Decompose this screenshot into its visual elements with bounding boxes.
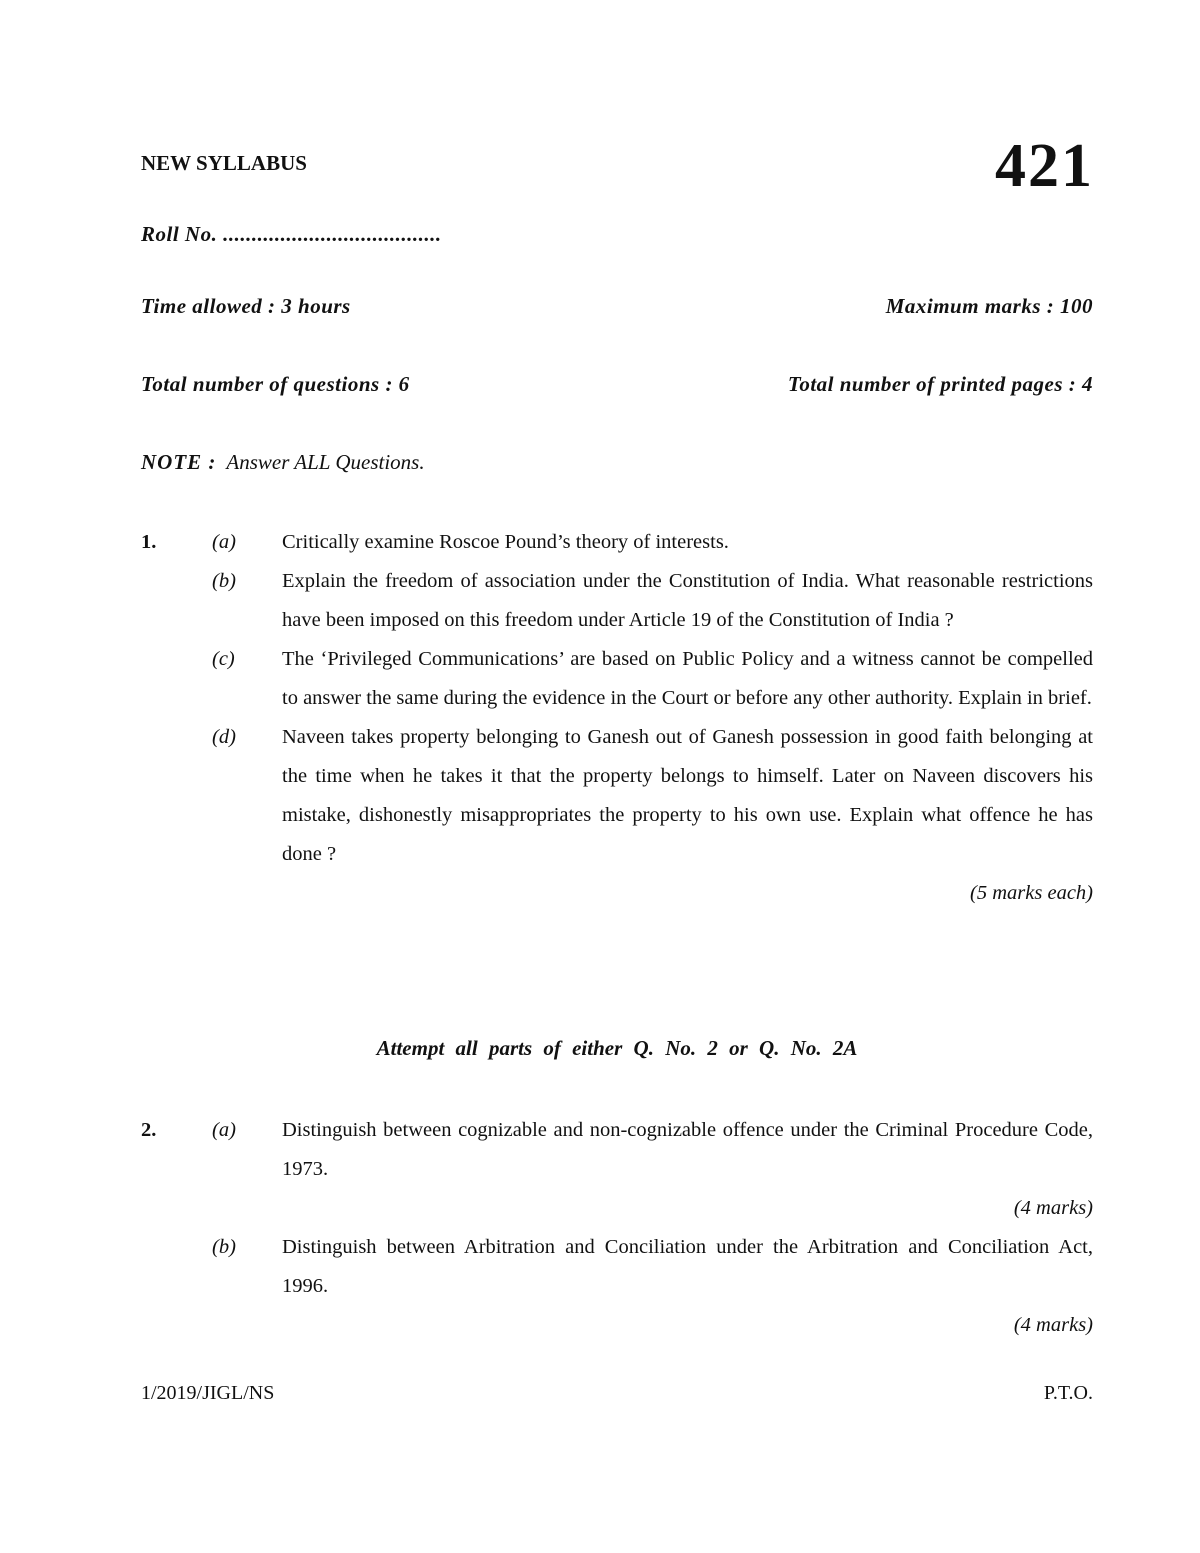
total-pages: Total number of printed pages : 4 bbox=[787, 372, 1093, 396]
note-label: NOTE : bbox=[141, 450, 217, 474]
note-text: Answer ALL Questions. bbox=[226, 450, 425, 474]
paper-code: 421 bbox=[995, 132, 1094, 200]
part-label: (c) bbox=[212, 648, 235, 670]
syllabus-label: NEW SYLLABUS bbox=[141, 151, 307, 175]
part-label: (b) bbox=[212, 1236, 236, 1258]
part-text: Explain the freedom of association under the Constitution of India. What reasonable restrictions have been imposed on this freedom under Article 19 of the Constitution of India ? bbox=[282, 570, 1093, 631]
total-questions: Total number of questions : 6 bbox=[141, 372, 410, 396]
questions-pages-row bbox=[141, 372, 1093, 397]
part-label: (a) bbox=[212, 531, 236, 553]
maximum-marks: Maximum marks : 100 bbox=[885, 294, 1093, 318]
time-marks-row bbox=[141, 294, 1093, 319]
question-1 bbox=[141, 523, 1093, 913]
note bbox=[141, 450, 425, 475]
part-text: Critically examine Roscoe Pound’s theory of interests. bbox=[282, 531, 729, 553]
section-instruction: Attempt all parts of either Q. No. 2 or Q. No. 2A bbox=[376, 1036, 858, 1060]
footer-pto: P.T.O. bbox=[1043, 1382, 1093, 1404]
question-part bbox=[141, 562, 1093, 640]
part-text: Distinguish between cognizable and non-cognizable offence under the Criminal Procedure Code, 1973. bbox=[282, 1119, 1093, 1180]
roll-number-line: Roll No. ...................................... bbox=[141, 222, 442, 246]
marks-note: (4 marks) bbox=[1013, 1197, 1093, 1219]
part-text: Distinguish between Arbitration and Conciliation under the Arbitration and Conciliation Act, 1996. bbox=[282, 1236, 1093, 1297]
question-2 bbox=[141, 1111, 1093, 1345]
question-number: 1. bbox=[141, 531, 157, 553]
part-text: Naveen takes property belonging to Ganesh out of Ganesh possession in good faith belonging at the time when he takes it that the property belongs to himself. Later on Naveen discovers his mistake, dishonestly misappropriates the property to his own use. Explain what offence he has done ? bbox=[282, 726, 1093, 865]
footer-code: 1/2019/JIGL/NS bbox=[141, 1382, 275, 1404]
marks-note: (5 marks each) bbox=[970, 882, 1093, 904]
part-label: (a) bbox=[212, 1119, 236, 1141]
marks-note: (4 marks) bbox=[1013, 1314, 1093, 1336]
question-part bbox=[141, 1228, 1093, 1306]
question-part bbox=[141, 718, 1093, 874]
time-allowed: Time allowed : 3 hours bbox=[141, 294, 351, 318]
question-part bbox=[141, 640, 1093, 718]
part-label: (d) bbox=[212, 726, 236, 748]
question-number: 2. bbox=[141, 1119, 157, 1141]
question-part bbox=[141, 1111, 1093, 1189]
part-text: The ‘Privileged Communications’ are based on Public Policy and a witness cannot be compelled to answer the same during the evidence in the Court or before any other authority. Explain in brief. bbox=[282, 648, 1093, 709]
part-label: (b) bbox=[212, 570, 236, 592]
question-part bbox=[141, 523, 1093, 562]
